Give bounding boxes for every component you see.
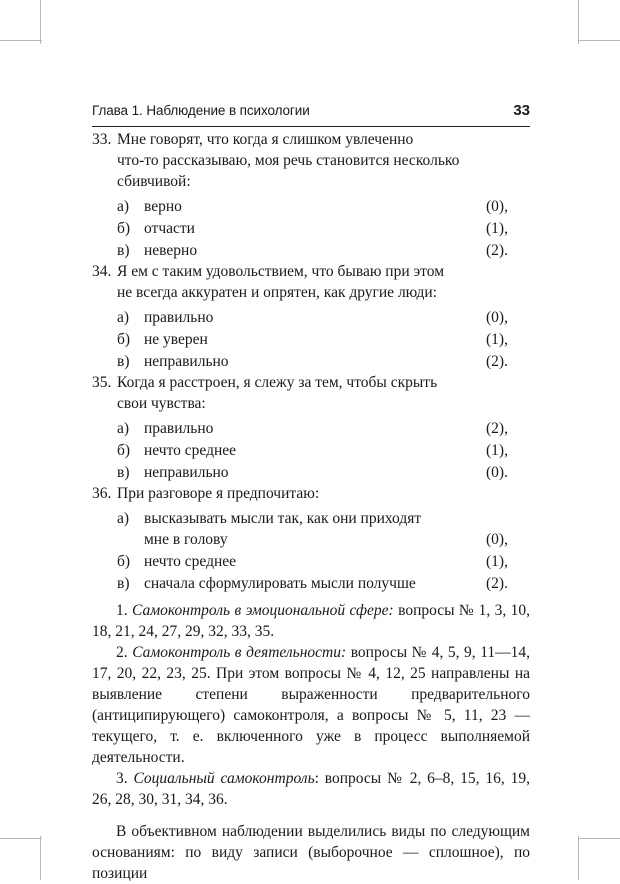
option-score: (1),: [486, 331, 508, 348]
answer-option: [117, 440, 530, 461]
option-text-line: мне в голову: [144, 531, 228, 548]
option-text: неверно: [144, 242, 198, 259]
option-text: нечто среднее: [144, 553, 237, 570]
option-score: (1),: [486, 220, 508, 237]
chapter-title: Глава 1. Наблюдение в психологии: [92, 103, 310, 118]
key-text: вопросы № 4, 5, 9, 11—14, 17, 20, 22, 23, 25. При этом вопросы № 4, 12, 25 направлены на выявление степени выраженности предварительного (антиципирующего) самоконтроля, а вопросы № 5, 11, 23 — текущего, т. е. включенного уже в процесс выполняемой деятельности.: [92, 644, 531, 766]
question-text: [117, 372, 530, 414]
question-line: свои чувства:: [117, 395, 206, 412]
question-line: Когда я расстроен, я слежу за тем, чтобы скрыть: [117, 374, 438, 391]
answer-option: [117, 508, 530, 550]
option-text: сначала сформулировать мысли получше: [144, 575, 416, 592]
crop-mark: [578, 0, 579, 44]
page-number: 33: [513, 102, 530, 119]
answer-option: [117, 573, 530, 594]
option-letter: в): [117, 242, 130, 259]
option-letter: б): [117, 553, 131, 570]
question-line: что-то рассказываю, моя речь становится несколько: [117, 152, 460, 169]
key-number: 2.: [116, 644, 128, 661]
answer-option: [117, 196, 530, 217]
question-33: [92, 129, 530, 261]
question-line: Мне говорят, что когда я слишком увлеченно: [117, 131, 414, 148]
answer-option: [117, 462, 530, 483]
option-text: правильно: [144, 309, 214, 326]
option-letter: б): [117, 331, 131, 348]
answer-option: [117, 351, 530, 372]
crop-mark: [0, 40, 42, 41]
option-score: (2).: [486, 353, 508, 370]
question-line: не всегда аккуратен и опрятен, как другие люди:: [117, 284, 437, 301]
question-35: [92, 372, 530, 483]
crop-mark: [578, 838, 620, 839]
option-score: (0),: [486, 531, 508, 548]
question-text: [117, 129, 530, 192]
question-36: [92, 483, 530, 594]
answer-option: [117, 551, 530, 572]
option-text: нечто среднее: [144, 442, 237, 459]
question-line: сбивчивой:: [117, 173, 191, 190]
key-text: : вопросы № 2, 6–8, 15, 16, 19, 26, 28, 30, 31, 34, 36.: [92, 770, 530, 808]
crop-mark: [578, 40, 620, 41]
question-number: 36.: [92, 485, 112, 502]
option-text: верно: [144, 198, 182, 215]
answer-option: [117, 218, 530, 239]
page-body: [92, 129, 530, 884]
option-text-line: высказывать мысли так, как они приходят: [144, 510, 422, 527]
option-score: (0),: [486, 309, 508, 326]
key-item: [92, 600, 530, 642]
option-letter: в): [117, 464, 130, 481]
option-letter: в): [117, 353, 130, 370]
option-letter: а): [117, 510, 130, 527]
option-letter: а): [117, 420, 130, 437]
option-score: (0),: [486, 198, 508, 215]
key-term: Социальный самоконтроль: [133, 770, 315, 787]
crop-mark: [40, 836, 41, 880]
scoring-key: [92, 600, 530, 810]
option-text: неправильно: [144, 353, 229, 370]
question-line: При разговоре я предпочитаю:: [117, 485, 320, 502]
answer-option: [117, 307, 530, 328]
option-score: (2).: [486, 575, 508, 592]
option-text: правильно: [144, 420, 214, 437]
key-number: 3.: [116, 770, 128, 787]
answer-option: [117, 240, 530, 261]
crop-mark: [578, 836, 579, 880]
option-score: (0).: [486, 464, 508, 481]
option-score: (1),: [486, 553, 508, 570]
question-line: Я ем с таким удовольствием, что бываю при этом: [117, 263, 444, 280]
option-letter: а): [117, 198, 130, 215]
option-text: не уверен: [144, 331, 208, 348]
running-header: [92, 100, 530, 127]
key-text: вопросы № 1, 3, 10, 18, 21, 24, 27, 29, 32, 33, 35.: [92, 602, 531, 640]
option-letter: б): [117, 220, 131, 237]
option-text: [144, 510, 421, 548]
key-term: Самоконтроль в эмоциональной сфере:: [132, 602, 394, 619]
key-item: [92, 642, 530, 768]
key-item: [92, 768, 530, 810]
option-letter: в): [117, 575, 130, 592]
option-text: отчасти: [144, 220, 195, 237]
crop-mark: [0, 838, 42, 839]
answer-option: [117, 418, 530, 439]
option-text: неправильно: [144, 464, 229, 481]
question-number: 34.: [92, 263, 112, 280]
option-letter: б): [117, 442, 131, 459]
question-number: 35.: [92, 374, 112, 391]
key-number: 1.: [116, 602, 128, 619]
question-text: [117, 261, 530, 303]
option-letter: а): [117, 309, 130, 326]
answer-option: [117, 329, 530, 350]
key-term: Самоконтроль в деятельности:: [132, 644, 347, 661]
crop-mark: [40, 0, 41, 44]
option-score: (1),: [486, 442, 508, 459]
option-score: (2),: [486, 420, 508, 437]
question-34: [92, 261, 530, 372]
question-number: 33.: [92, 131, 112, 148]
option-score: (2).: [486, 242, 508, 259]
question-text: [117, 483, 530, 504]
body-paragraph: В объективном наблюдении выделились виды по следующим основаниям: по виду записи (выборочное — сплошное), по позиции: [92, 823, 530, 882]
